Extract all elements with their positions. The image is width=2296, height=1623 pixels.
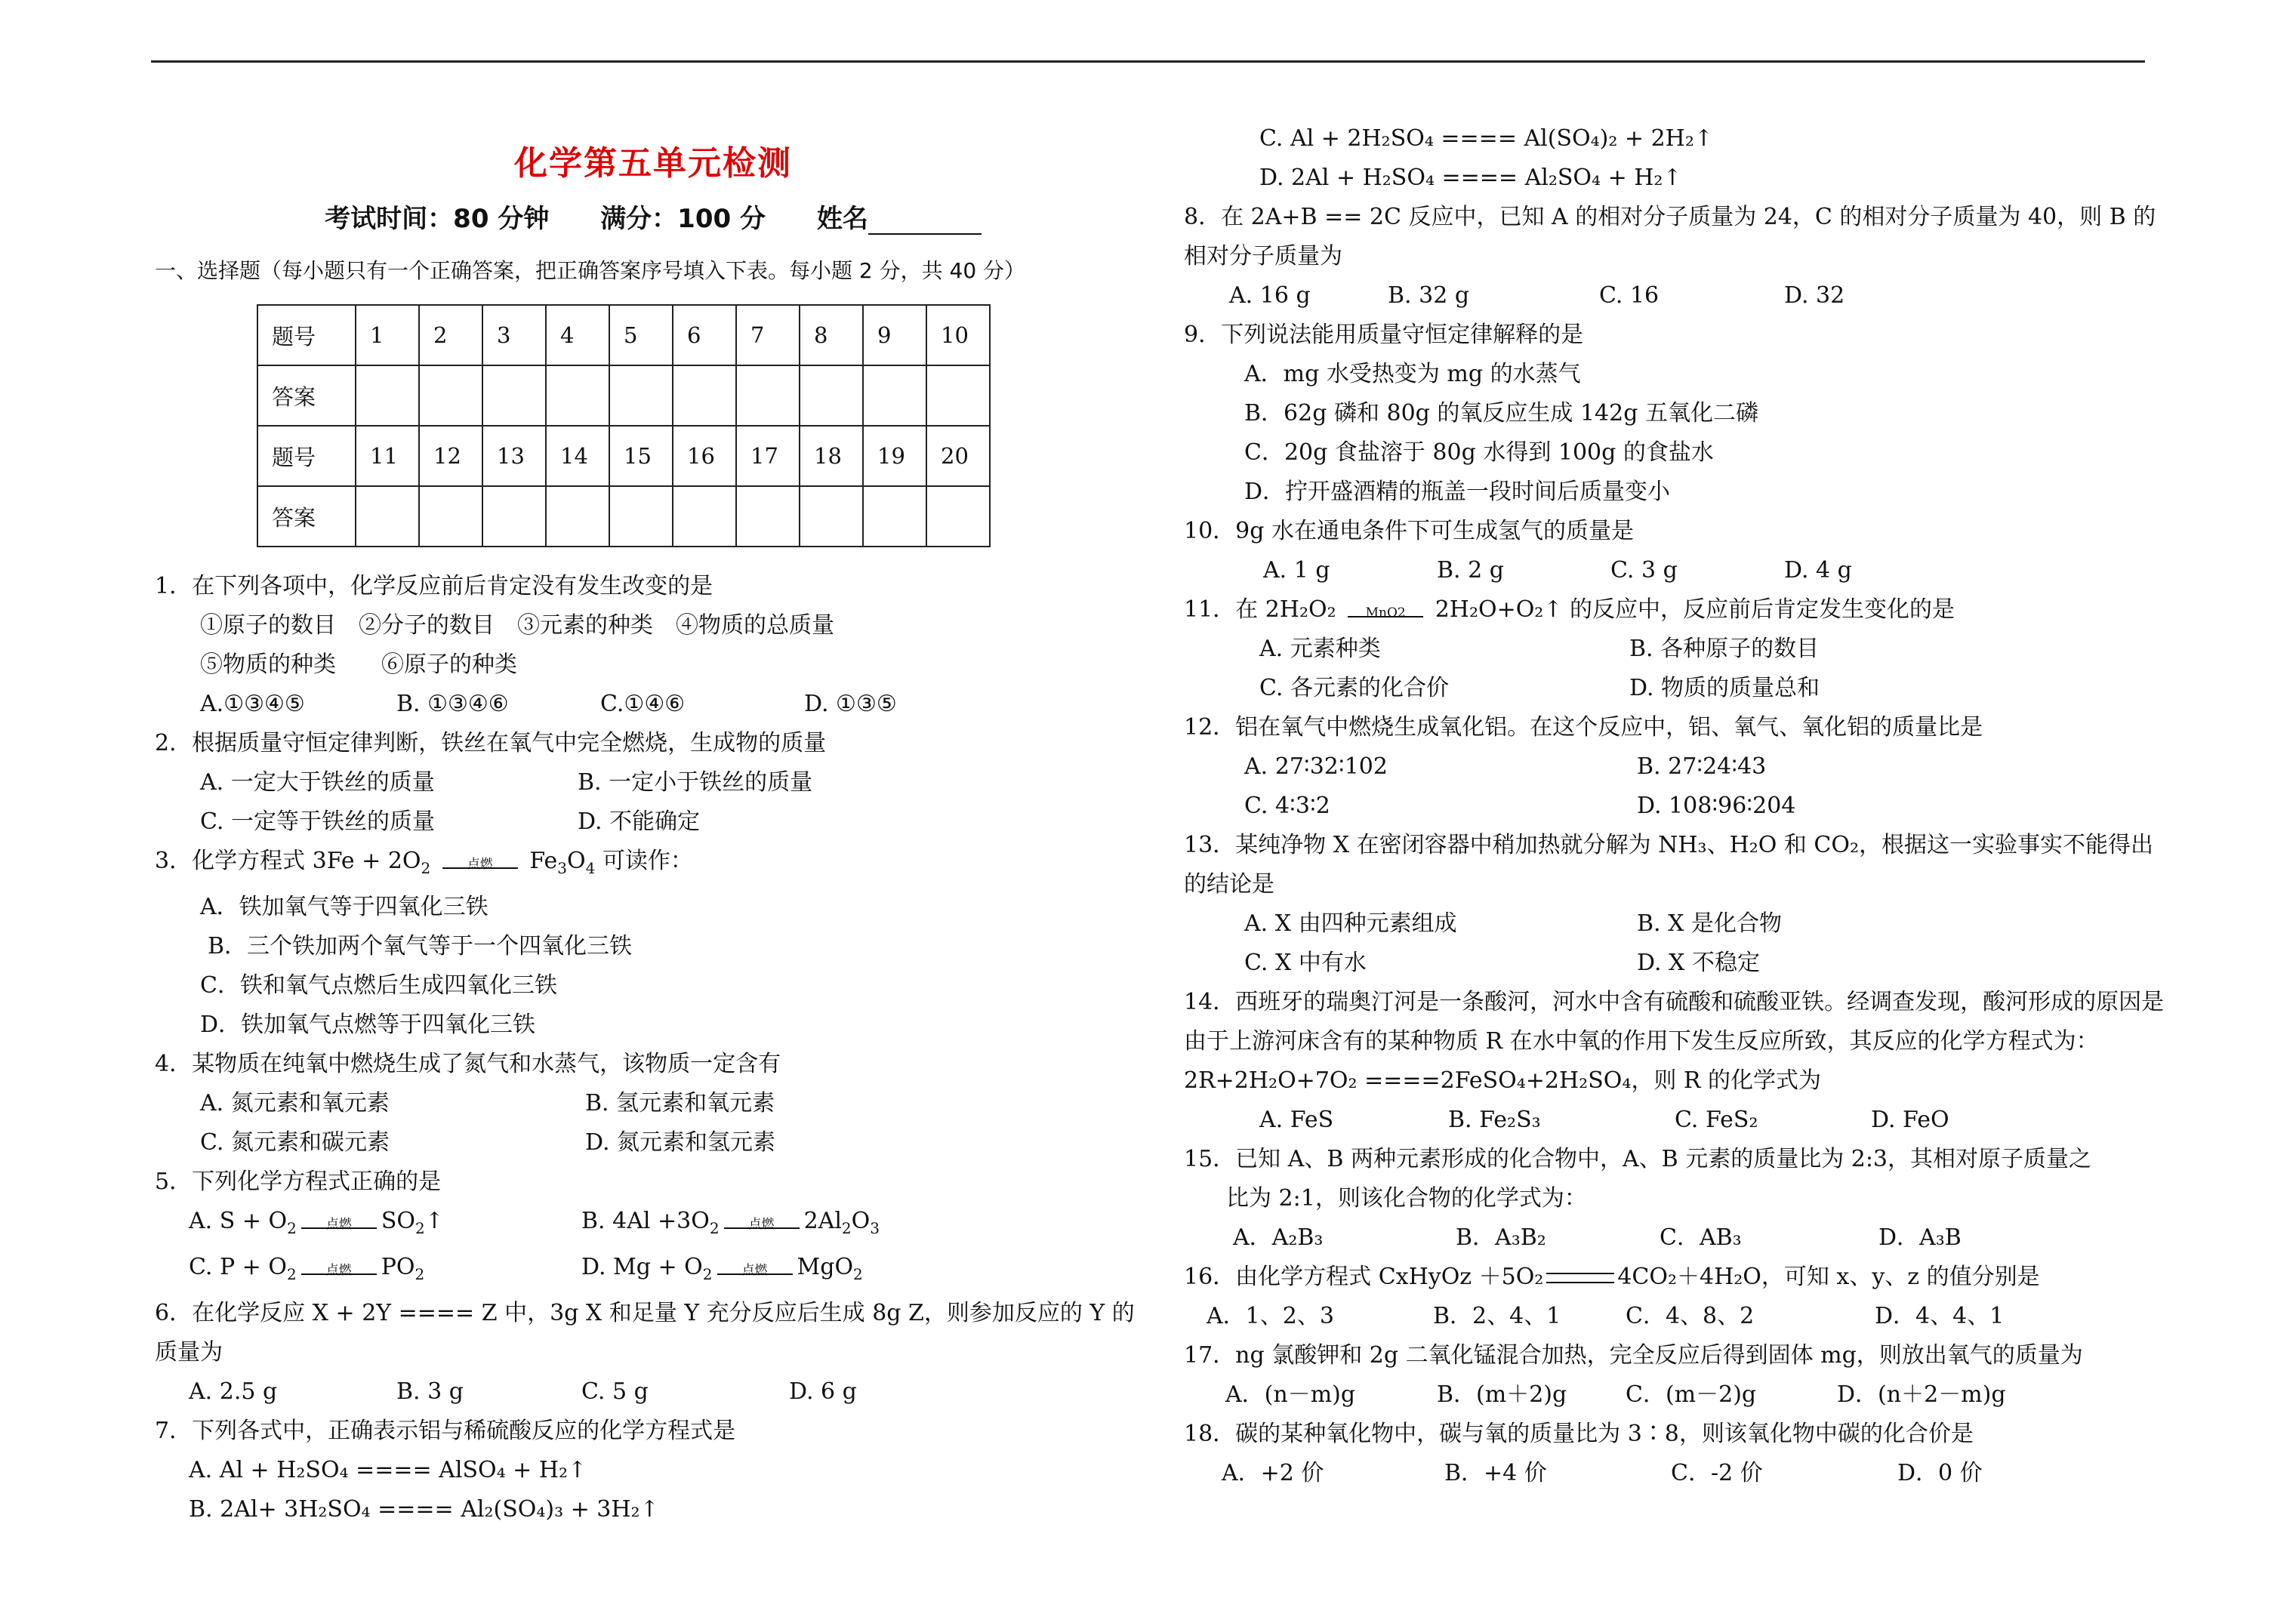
q16-equals-sign <box>1546 1273 1614 1283</box>
table-cell: 答案 <box>257 365 356 426</box>
q5-option-a[interactable]: A. $S + O_2$ 点燃 $SO_2↑$ <box>189 1208 444 1237</box>
table-row <box>257 365 990 426</box>
answer-cell[interactable] <box>736 365 800 426</box>
q2-option-a[interactable]: A. 一定大于铁丝的质量 <box>200 769 435 796</box>
q10-option-a[interactable]: A. 1 g <box>1263 557 1330 584</box>
q9-option-c[interactable]: C．20g 食盐溶于 80g 水得到 100g 的食盐水 <box>1244 439 1714 466</box>
q10-option-b[interactable]: B. 2 g <box>1437 557 1504 584</box>
q7-option-d[interactable]: D. 2Al + H₂SO₄ ==== Al₂SO₄ + H₂↑ <box>1259 165 1682 191</box>
answer-cell[interactable] <box>482 365 546 426</box>
q3-stem-pre: 3．化学方程式 3Fe + 2O <box>155 848 421 874</box>
q18-stem: 18．碳的某种氧化物中，碳与氧的质量比为 3∶8，则该氧化物中碳的化合价是 <box>1184 1421 1974 1447</box>
q6-option-a[interactable]: A. 2.5 g <box>189 1378 278 1405</box>
q11-stem <box>1184 590 2165 630</box>
q3-option-b[interactable]: B．三个铁加两个氧气等于一个四氧化三铁 <box>208 933 633 959</box>
q16-stem-post: 4CO₂＋4H₂O，可知 x、y、z 的值分别是 <box>1617 1264 2040 1290</box>
q11-options-row1 <box>1184 630 2165 669</box>
name-field[interactable] <box>817 204 982 234</box>
q6-stem: 6．在化学反应 X + 2Y ==== Z 中，3g X 和足量 Y 充分反应后生成 8g Z，则参加反应的 Y 的质量为 <box>155 1300 1135 1366</box>
q14-option-b[interactable]: B. Fe₂S₃ <box>1448 1107 1541 1133</box>
q5-options-row1 <box>155 1202 1151 1248</box>
q11-stem-pre: 11．在 2H₂O₂ <box>1184 596 1336 623</box>
answer-cell[interactable] <box>546 365 609 426</box>
q16-option-b[interactable]: B．2、4、1 <box>1433 1303 1561 1329</box>
answer-cell[interactable] <box>673 365 736 426</box>
q7-stem: 7．下列各式中，正确表示铝与稀硫酸反应的化学方程式是 <box>155 1418 736 1444</box>
q3-stem: 3．化学方程式 $3Fe + 2O_2$ 点燃 $Fe_3O_4$ 可读作： <box>155 842 1151 888</box>
q14-option-a[interactable]: A. FeS <box>1259 1107 1334 1133</box>
left-column <box>155 113 1151 1529</box>
q18-options <box>1184 1454 2165 1493</box>
q1-items-2: ⑤物质的种类 ⑥原子的种类 <box>200 651 517 678</box>
table-cell: 题号 <box>257 305 356 365</box>
q4-option-b[interactable]: B. 氢元素和氧元素 <box>585 1090 775 1116</box>
table-cell: 题号 <box>257 426 356 486</box>
q12-option-a[interactable]: A. 27∶32∶102 <box>1244 753 1388 780</box>
q4-option-d[interactable]: D. 氮元素和氢元素 <box>585 1129 776 1156</box>
q3-option-d[interactable]: D．铁加氧气点燃等于四氧化三铁 <box>200 1012 536 1038</box>
q1-option-d[interactable]: D. ①③⑤ <box>804 691 897 717</box>
answer-cell[interactable] <box>609 486 673 547</box>
q13-options-row1 <box>1184 904 2165 944</box>
q5-option-c[interactable]: C. $P + O_2$ 点燃 $PO_2$ <box>189 1254 425 1283</box>
q6-option-b[interactable]: B. 3 g <box>396 1378 464 1405</box>
answer-cell[interactable] <box>863 486 926 547</box>
q16-stem <box>1184 1258 2165 1297</box>
q12-option-b[interactable]: B. 27∶24∶43 <box>1637 753 1767 780</box>
q11-option-a[interactable]: A. 元素种类 <box>1259 636 1381 662</box>
q15-option-a[interactable]: A．A₂B₃ <box>1233 1224 1324 1251</box>
q6-option-c[interactable]: C. 5 g <box>581 1378 649 1405</box>
table-cell: 3 <box>482 305 546 365</box>
q15-stem-line1: 15．已知 A、B 两种元素形成的化合物中，A、B 元素的质量比为 2:3，其相对原子质量之 <box>1184 1146 2092 1172</box>
table-cell: 8 <box>800 305 863 365</box>
q8-option-a[interactable]: A. 16 g <box>1229 282 1311 309</box>
table-row <box>257 426 990 486</box>
q17-option-a[interactable]: A．(n－m)g <box>1225 1381 1356 1408</box>
name-label: 姓名 <box>816 204 868 234</box>
q8-stem: 8．在 2A+B == 2C 反应中，已知 A 的相对分子质量为 24，C 的相对分子质量为 40，则 B 的相对分子质量为 <box>1184 204 2156 269</box>
q8-option-d[interactable]: D. 32 <box>1784 282 1845 309</box>
q1-option-c[interactable]: C.①④⑥ <box>600 691 686 717</box>
table-cell: 17 <box>736 426 800 486</box>
q16-option-d[interactable]: D．4、4、1 <box>1875 1303 2005 1329</box>
q7-option-a[interactable]: A. Al + H₂SO₄ ==== AlSO₄ + H₂↑ <box>189 1457 587 1483</box>
q16-options <box>1184 1297 2165 1336</box>
q1-options <box>155 685 1151 724</box>
q13-stem: 13．某纯净物 X 在密闭容器中稍加热就分解为 NH₃、H₂O 和 CO₂，根据这一实验事实不能得出的结论是 <box>1184 832 2154 898</box>
table-cell: 6 <box>673 305 736 365</box>
table-cell: 12 <box>419 426 482 486</box>
q2-options-row2 <box>155 802 1151 842</box>
q4-options-row2 <box>155 1123 1151 1163</box>
table-row <box>257 486 990 547</box>
q2-option-c[interactable]: C. 一定等于铁丝的质量 <box>200 808 435 835</box>
q8-options <box>1184 276 2165 316</box>
q13-option-d[interactable]: D. X 不稳定 <box>1637 950 1760 976</box>
q3-stem-mid: Fe <box>529 848 558 874</box>
exam-info <box>155 198 1151 235</box>
table-cell: 18 <box>800 426 863 486</box>
q13-options-row2 <box>1184 944 2165 983</box>
q11-catalyst: MnO2 <box>1365 605 1406 621</box>
q16-stem-pre: 16．由化学方程式 CxHyOz ＋5O₂ <box>1184 1264 1544 1290</box>
q4-option-a[interactable]: A. 氮元素和氧元素 <box>200 1090 390 1116</box>
q6-option-d[interactable]: D. 6 g <box>789 1378 857 1405</box>
q1-option-a[interactable]: A.①③④⑤ <box>200 691 305 717</box>
q17-option-b[interactable]: B．(m＋2)g <box>1437 1381 1567 1408</box>
table-cell: 5 <box>609 305 673 365</box>
q9-stem: 9．下列说法能用质量守恒定律解释的是 <box>1184 322 1584 348</box>
q1-items-1: ①原子的数目 ②分子的数目 ③元素的种类 ④物质的总质量 <box>200 612 834 639</box>
table-cell: 9 <box>863 305 926 365</box>
q5-option-b[interactable]: B. $4Al +3O_2$ 点燃 $2Al_2O_3$ <box>581 1208 880 1237</box>
answer-cell[interactable] <box>356 365 419 426</box>
q11-option-d[interactable]: D. 物质的质量总和 <box>1629 675 1820 701</box>
exam-time: 考试时间：80 分钟 <box>325 204 550 234</box>
answer-cell[interactable] <box>356 486 419 547</box>
answer-cell[interactable] <box>546 486 609 547</box>
q14-options <box>1184 1101 2165 1140</box>
q7-option-b[interactable]: B. 2Al+ 3H₂SO₄ ==== Al₂(SO₄)₃ + 3H₂↑ <box>189 1496 659 1523</box>
q8-option-b[interactable]: B. 32 g <box>1388 282 1470 309</box>
table-cell: 19 <box>863 426 926 486</box>
q9-option-d[interactable]: D．拧开盛酒精的瓶盖一段时间后质量变小 <box>1244 479 1671 505</box>
q10-option-d[interactable]: D. 4 g <box>1784 557 1852 584</box>
q2-stem: 2．根据质量守恒定律判断，铁丝在氧气中完全燃烧，生成物的质量 <box>155 730 827 756</box>
q9-option-a[interactable]: A．mg 水受热变为 mg 的水蒸气 <box>1244 361 1581 387</box>
q14-stem: 14．西班牙的瑞奥汀河是一条酸河，河水中含有硫酸和硫酸亚铁。经调查发现，酸河形成的原因是由于上游河床含有的某种物质 R 在水中氧的作用下发生反应所致，其反应的化学方程式为：2R+2H₂O+7O₂ ====2FeSO₄+2H₂SO₄，则 R 的化学式为 <box>1184 989 2165 1094</box>
q13-option-b[interactable]: B. X 是化合物 <box>1637 910 1783 937</box>
table-cell: 20 <box>926 426 990 486</box>
q18-option-d[interactable]: D．0 价 <box>1897 1460 1983 1486</box>
q8-option-c[interactable]: C. 16 <box>1599 282 1660 309</box>
section-heading: 一、选择题（每小题只有一个正确答案，把正确答案序号填入下表。每小题 2 分，共 40 分） <box>155 258 1026 283</box>
answer-cell[interactable] <box>926 486 990 547</box>
q10-options <box>1184 551 2165 590</box>
q5-stem: 5．下列化学方程式正确的是 <box>155 1169 442 1195</box>
q3-condition-arrow <box>442 849 518 875</box>
q12-option-d[interactable]: D. 108∶96∶204 <box>1637 793 1796 819</box>
q1-option-b[interactable]: B. ①③④⑥ <box>396 691 509 717</box>
q18-option-c[interactable]: C．-2 价 <box>1671 1460 1763 1486</box>
q2-option-b[interactable]: B. 一定小于铁丝的质量 <box>578 769 813 796</box>
table-cell: 2 <box>419 305 482 365</box>
q12-stem: 12．铝在氧气中燃烧生成氧化铝。在这个反应中，铝、氧气、氧化铝的质量比是 <box>1184 714 1983 741</box>
answer-cell[interactable] <box>673 486 736 547</box>
table-cell: 7 <box>736 305 800 365</box>
q7-option-c[interactable]: C. Al + 2H₂SO₄ ==== Al(SO₄)₂ + 2H₂↑ <box>1259 125 1713 152</box>
q11-stem-post: 2H₂O+O₂↑ 的反应中，反应前后肯定发生变化的是 <box>1435 596 1955 623</box>
q12-options-row1 <box>1184 747 2165 787</box>
answer-table <box>257 304 991 547</box>
q15-option-c[interactable]: C．AB₃ <box>1660 1224 1742 1251</box>
q14-option-d[interactable]: D. FeO <box>1871 1107 1949 1133</box>
q15-stem-line2: 比为 2:1，则该化合物的化学式为： <box>1226 1185 1587 1212</box>
q1-stem: 1．在下列各项中，化学反应前后肯定没有发生改变的是 <box>155 573 713 599</box>
page-title: 化学第五单元检测 <box>514 144 792 183</box>
q11-options-row2 <box>1184 669 2165 708</box>
table-cell: 16 <box>673 426 736 486</box>
q17-option-c[interactable]: C．(m－2)g <box>1626 1381 1757 1408</box>
q3-stem-post: 可读作： <box>602 848 693 874</box>
table-cell: 14 <box>546 426 609 486</box>
table-cell: 10 <box>926 305 990 365</box>
exam-score: 满分：100 分 <box>600 204 766 234</box>
q5-options-row2 <box>155 1248 1151 1294</box>
q18-option-a[interactable]: A．+2 价 <box>1222 1460 1324 1486</box>
table-row <box>257 305 990 365</box>
q11-catalyst-arrow <box>1348 598 1423 624</box>
q6-options <box>155 1372 1151 1412</box>
q4-stem: 4．某物质在纯氧中燃烧生成了氮气和水蒸气，该物质一定含有 <box>155 1051 781 1077</box>
answer-cell[interactable] <box>800 486 863 547</box>
table-cell: 1 <box>356 305 419 365</box>
q14-option-c[interactable]: C. FeS₂ <box>1675 1107 1758 1133</box>
q15-options <box>1184 1218 2165 1258</box>
q2-options-row1 <box>155 763 1151 802</box>
top-rule <box>151 60 2145 63</box>
q2-option-d[interactable]: D. 不能确定 <box>578 808 701 835</box>
q5-option-d[interactable]: D. $Mg + O_2$ 点燃 MgO$_2$ <box>581 1254 863 1283</box>
q13-option-a[interactable]: A. X 由四种元素组成 <box>1244 910 1457 937</box>
answer-cell[interactable] <box>863 365 926 426</box>
q4-option-c[interactable]: C. 氮元素和碳元素 <box>200 1129 390 1156</box>
q12-options-row2 <box>1184 787 2165 826</box>
q18-option-b[interactable]: B．+4 价 <box>1444 1460 1547 1486</box>
right-column <box>1184 119 2165 1493</box>
answer-cell[interactable] <box>609 365 673 426</box>
q13-option-c[interactable]: C. X 中有水 <box>1244 950 1367 976</box>
q17-option-d[interactable]: D．(n＋2－m)g <box>1837 1381 2006 1408</box>
q3-option-c[interactable]: C．铁和氧气点燃后生成四氧化三铁 <box>200 972 557 999</box>
name-blank[interactable] <box>868 212 982 235</box>
q12-option-c[interactable]: C. 4∶3∶2 <box>1244 793 1330 819</box>
answer-cell[interactable] <box>419 486 482 547</box>
q3-condition: 点燃 <box>467 857 493 872</box>
q16-option-c[interactable]: C．4、8、2 <box>1626 1303 1755 1329</box>
q17-stem: 17．ng 氯酸钾和 2g 二氧化锰混合加热，完全反应后得到固体 mg，则放出氧气的质量为 <box>1184 1342 2083 1369</box>
q11-option-c[interactable]: C. 各元素的化合价 <box>1259 675 1449 701</box>
answer-cell[interactable] <box>926 365 990 426</box>
answer-cell[interactable] <box>736 486 800 547</box>
answer-cell[interactable] <box>419 365 482 426</box>
q10-option-c[interactable]: C. 3 g <box>1610 557 1678 584</box>
answer-cell[interactable] <box>800 365 863 426</box>
q15-option-b[interactable]: B．A₃B₂ <box>1456 1224 1546 1251</box>
table-cell: 13 <box>482 426 546 486</box>
table-cell: 15 <box>609 426 673 486</box>
q4-options-row1 <box>155 1084 1151 1123</box>
q3-option-a[interactable]: A．铁加氧气等于四氧化三铁 <box>200 894 488 920</box>
table-cell: 11 <box>356 426 419 486</box>
table-cell: 4 <box>546 305 609 365</box>
q11-option-b[interactable]: B. 各种原子的数目 <box>1629 636 1820 662</box>
q17-options <box>1184 1375 2165 1415</box>
table-cell: 答案 <box>257 486 356 547</box>
q15-option-d[interactable]: D．A₃B <box>1878 1224 1962 1251</box>
answer-cell[interactable] <box>482 486 546 547</box>
q16-option-a[interactable]: A．1、2、3 <box>1207 1303 1334 1329</box>
q10-stem: 10．9g 水在通电条件下可生成氢气的质量是 <box>1184 518 1635 544</box>
q9-option-b[interactable]: B．62g 磷和 80g 的氧反应生成 142g 五氧化二磷 <box>1244 400 1758 427</box>
